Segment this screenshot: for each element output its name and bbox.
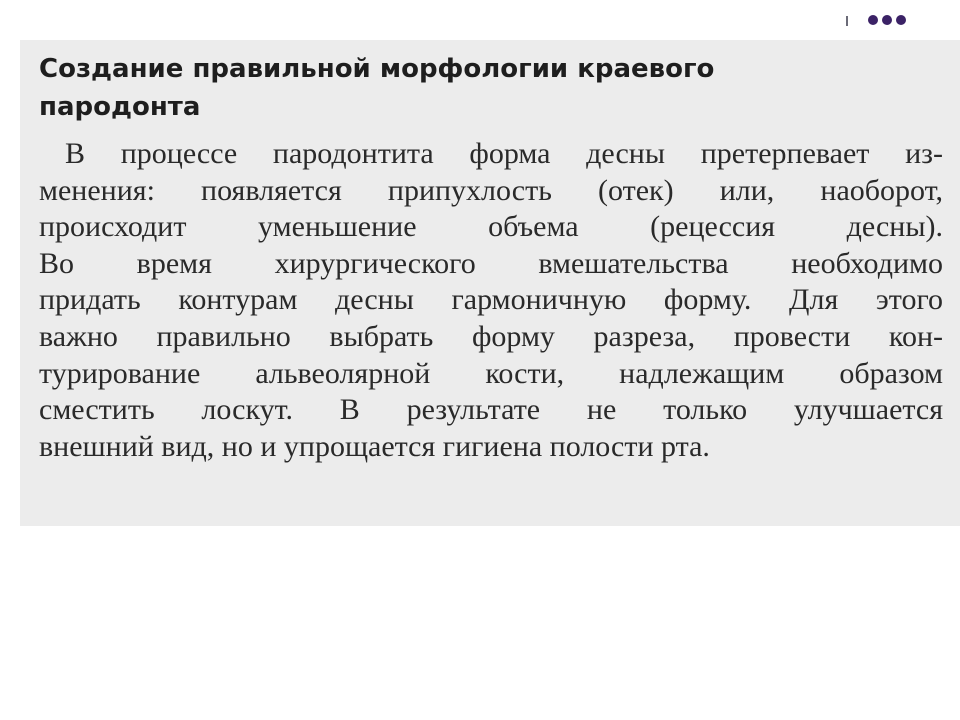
body-line: внешний вид, но и упрощается гигиена полости рта.	[39, 429, 710, 463]
body-line: Во время хирургического вмешательства необходимо	[39, 246, 943, 280]
text-scan-panel	[20, 40, 960, 526]
body-line: менения: появляется припухлость (отек) или, наоборот,	[39, 173, 943, 207]
body-line: происходит уменьшение объема (рецессия десны).	[39, 210, 943, 244]
body-line: важно правильно выбрать форму разреза, провести кон-	[39, 319, 943, 353]
slide-decoration	[846, 14, 906, 26]
body-line: В процессе пародонтита форма десны претерпевает из-	[65, 137, 943, 170]
divider-tick-icon	[846, 16, 848, 26]
dot-icon	[882, 15, 892, 25]
body-paragraph	[39, 136, 943, 465]
body-line: придать контурам десны гармоничную форму. Для этого	[39, 283, 943, 317]
dot-icon	[896, 15, 906, 25]
heading-line-1: Создание правильной морфологии краевого	[39, 54, 715, 84]
heading-line-2: пародонта	[39, 92, 201, 122]
body-line: сместить лоскут. В результате не только улучшается	[39, 393, 943, 427]
dot-icon	[868, 15, 878, 25]
section-heading	[39, 50, 919, 126]
body-line: турирование альвеолярной кости, надлежащим образом	[39, 356, 943, 390]
